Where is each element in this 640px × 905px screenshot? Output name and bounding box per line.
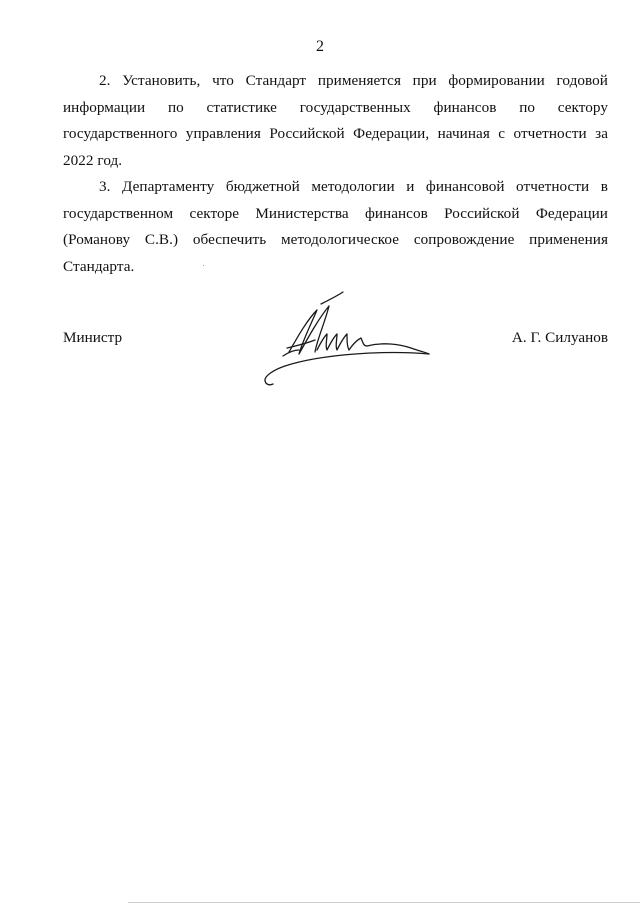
signature-block bbox=[63, 326, 608, 396]
paragraph-item-2: 2. Установить, что Стандарт применяется при формировании годовой информации по статистике государственных финансов по сектору государственного управления Российской Федерации, начиная с отчетности за 2022 год. bbox=[63, 72, 608, 169]
signer-name: А. Г. Силуанов bbox=[511, 329, 608, 346]
scan-edge-line bbox=[128, 902, 640, 903]
document-body bbox=[63, 68, 608, 280]
handwritten-signature bbox=[259, 290, 459, 386]
paragraph-item-3: 3. Департаменту бюджетной методологии и финансовой отчетности в государственном секторе Министерства финансов Российской Федерации (Романову С.В.) обеспечить методологическое сопровождение применения Стандарта. bbox=[63, 178, 608, 275]
signer-position: Министр bbox=[63, 329, 123, 346]
page-number: 2 bbox=[316, 38, 324, 55]
scan-speck bbox=[203, 265, 204, 266]
